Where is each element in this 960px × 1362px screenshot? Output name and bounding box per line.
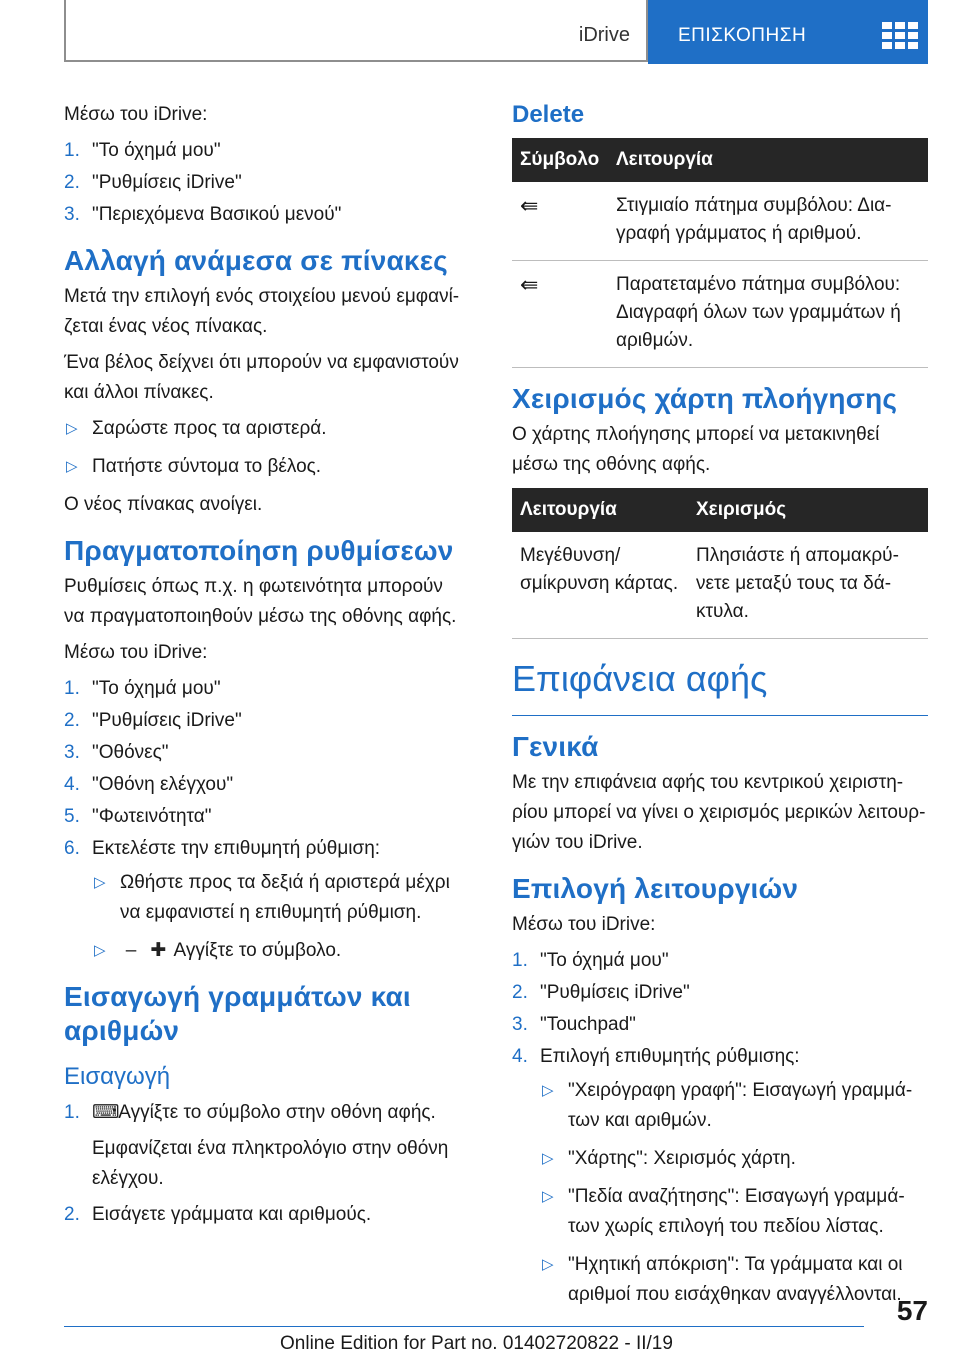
intro-text: Μέσω του iDrive: <box>64 642 208 663</box>
header-tab[interactable] <box>648 0 928 64</box>
list-item: ▷ Πατήστε σύντομα το βέλος. <box>64 452 468 482</box>
menu-path-list <box>512 946 928 1310</box>
table-header: Λειτουργία <box>608 138 928 182</box>
left-column <box>64 100 468 1236</box>
triangle-bullet-icon: ▷ <box>94 942 106 959</box>
footer-edition: Online Edition for Part no. 01402720822 - II/19 <box>280 1333 673 1354</box>
heading-select: Επιλογή λειτουργιών <box>512 873 799 904</box>
grid-icon <box>882 22 918 50</box>
list-item: 6. Εκτελέστε την επιθυμητή ρύθμιση: ▷ Ωθήστε προς τα δεξιά ή αριστερά μέχρι να εμφανιστεί η επιθυμητή ρύθμιση. ▷ – ✚ Αγγίξτε το σύμβολο. <box>64 834 468 966</box>
right-column <box>512 100 928 1318</box>
triangle-bullet-icon: ▷ <box>542 1188 554 1205</box>
heading-general: Γενικά <box>512 731 599 762</box>
list-item: 2. "Ρυθμίσεις iDrive" <box>512 982 690 1003</box>
triangle-bullet-icon: ▷ <box>542 1150 554 1167</box>
list-item: 5. "Φωτεινότητα" <box>64 806 212 827</box>
table-header: Χειρισμός <box>688 488 928 532</box>
paragraph: Ο νέος πίνακας ανοίγει. <box>64 494 263 515</box>
bullet-list <box>540 1076 928 1310</box>
map-table <box>512 488 928 639</box>
list-item: 3. "Οθόνες" <box>64 742 169 763</box>
list-item: ▷ – ✚ Αγγίξτε το σύμβολο. <box>92 936 468 966</box>
list-item: 2. "Ρυθμίσεις iDrive" <box>64 172 242 193</box>
page-number: 57 <box>896 1295 928 1326</box>
header-frame <box>64 0 648 62</box>
table-header: Σύμβολο <box>512 138 608 182</box>
intro-text: Μέσω του iDrive: <box>64 104 208 125</box>
heading-settings: Πραγματοποίηση ρυθμίσεων <box>64 535 454 566</box>
delete-table <box>512 138 928 368</box>
page-header <box>64 0 928 64</box>
heading-map: Χειρισμός χάρτη πλοήγησης <box>512 383 898 414</box>
list-item: ▷ Σαρώστε προς τα αριστερά. <box>64 414 468 444</box>
table-row: Μεγέθυνση/ σμίκρυνση κάρτας. Πλησιάστε ή απομακρύνετε μεταξύ τους τα δάκτυλα. <box>512 532 928 639</box>
list-item: 3. "Touchpad" <box>512 1014 636 1035</box>
list-item: 1. ⌨ Αγγίξτε το σύμβολο στην οθόνη αφής. Εμφανίζεται ένα πληκτρολόγιο στην οθόνη ελέγχου. <box>64 1098 468 1194</box>
list-item: 4. "Οθόνη ελέγχου" <box>64 774 234 795</box>
list-item: ▷ "Ηχητική απόκριση": Τα γράμματα και οι αριθμοί που εισάχθηκαν αναγγέλλονται. <box>540 1250 928 1310</box>
triangle-bullet-icon: ▷ <box>66 458 78 475</box>
heading-switch-panels: Αλλαγή ανάμεσα σε πίνακες <box>64 245 448 276</box>
list-item: 3. "Περιεχόμενα Βασικού μενού" <box>64 204 342 225</box>
menu-path-list <box>64 136 468 230</box>
list-item: 2. "Ρυθμίσεις iDrive" <box>64 710 242 731</box>
table-row: ⇚ Στιγμιαίο πάτημα συμβόλου: Διαγραφή γράμματος ή αριθμού. <box>512 182 928 261</box>
keyboard-icon: ⌨ <box>92 1102 120 1123</box>
menu-path-list <box>64 674 468 966</box>
list-item: ▷ Ωθήστε προς τα δεξιά ή αριστερά μέχρι να εμφανιστεί η επιθυμητή ρύθμιση. <box>92 868 468 928</box>
list-item: ▷ "Χάρτης": Χειρισμός χάρτη. <box>540 1144 928 1174</box>
list-item: 1. "Το όχημά μου" <box>512 950 669 971</box>
triangle-bullet-icon: ▷ <box>542 1256 554 1273</box>
triangle-bullet-icon: ▷ <box>94 874 106 891</box>
list-item: 4. Επιλογή επιθυμητής ρύθμισης: ▷ "Χειρόγραφη γραφή": Εισαγωγή γραμμάτων και αριθμών. ▷ "Χάρτης": Χειρισμός χάρτη. ▷ "Πεδία αναζήτησης": Εισαγωγή γραμμάτων χωρίς επιλογή του πεδίου λίστας. ▷ "Ηχητική απόκριση": Τα γράμματα και οι αριθμοί που εισάχθηκαν αναγγέλλονται. <box>512 1042 928 1310</box>
paragraph: Εμφανίζεται ένα πληκτρολόγιο στην οθόνη ελέγχου. <box>92 1138 449 1189</box>
table-header: Λειτουργία <box>512 488 688 532</box>
paragraph: Με την επιφάνεια αφής του κεντρικού χειριστηρίου μπορεί να γίνει ο χειρισμός μερικών λειτουργιών του iDrive. <box>512 772 926 853</box>
subheading-input: Εισαγωγή <box>64 1063 171 1090</box>
heading-input: Εισαγωγή γραμμάτων και αριθμών <box>64 981 411 1046</box>
triangle-bullet-icon: ▷ <box>542 1082 554 1099</box>
plus-icon: ✚ <box>150 940 167 961</box>
list-item: 1. "Το όχημά μου" <box>64 140 221 161</box>
list-item: ▷ "Πεδία αναζήτησης": Εισαγωγή γραμμάτων χωρίς επιλογή του πεδίου λίστας. <box>540 1182 928 1242</box>
minus-icon: – <box>125 940 137 961</box>
list-item: 2. Εισάγετε γράμματα και αριθμούς. <box>64 1204 372 1225</box>
heading-touchpad: Επιφάνεια αφής <box>512 657 928 716</box>
delete-icon: ⇚ <box>512 182 608 261</box>
delete-icon: ⇚ <box>512 261 608 368</box>
intro-text: Μέσω του iDrive: <box>512 914 656 935</box>
heading-delete: Delete <box>512 101 585 128</box>
triangle-bullet-icon: ▷ <box>66 420 78 437</box>
table-row: ⇚ Παρατεταμένο πάτημα συμβόλου: Διαγραφή όλων των γραμμάτων ή αριθμών. <box>512 261 928 368</box>
list-item: ▷ "Χειρόγραφη γραφή": Εισαγωγή γραμμάτων και αριθμών. <box>540 1076 928 1136</box>
footer-divider <box>64 1326 864 1327</box>
list-item: 1. "Το όχημά μου" <box>64 678 221 699</box>
paragraph: Μετά την επιλογή ενός στοιχείου μενού εμφανίζεται ένας νέος πίνακας. <box>64 286 460 337</box>
paragraph: Ρυθμίσεις όπως π.χ. η φωτεινότητα μπορούν να πραγματοποιηθούν μέσω της οθόνης αφής. <box>64 576 457 627</box>
bullet-list <box>64 414 468 482</box>
paragraph: Ένα βέλος δείχνει ότι μπορούν να εμφανιστούν και άλλοι πίνακες. <box>64 352 459 403</box>
header-tab-label: ΕΠΙΣΚΟΠΗΣΗ <box>678 25 807 46</box>
header-section-title: iDrive <box>578 24 630 46</box>
bullet-list <box>92 868 468 966</box>
input-steps <box>64 1098 468 1230</box>
paragraph: Ο χάρτης πλοήγησης μπορεί να μετακινηθεί μέσω της οθόνης αφής. <box>512 424 880 475</box>
